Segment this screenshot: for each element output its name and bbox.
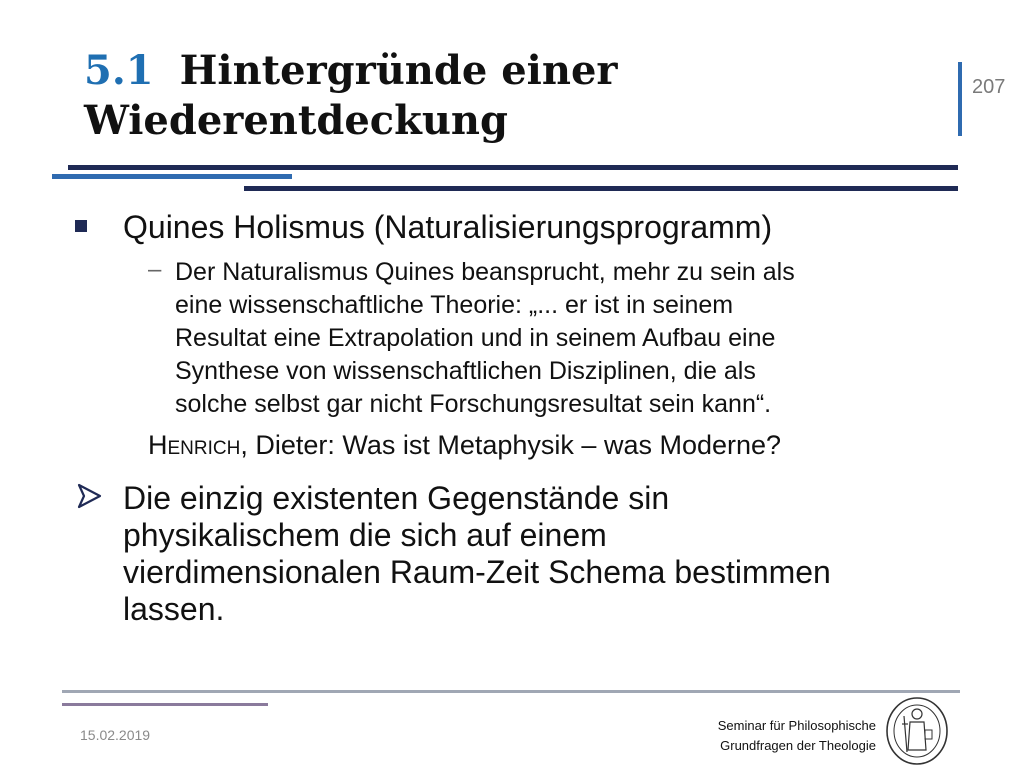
footer-rule-gray — [62, 690, 960, 693]
slide-date: 15.02.2019 — [80, 727, 151, 743]
quote-line-5: solche selbst gar nicht Forschungsresultat sein kann“. — [175, 390, 772, 418]
header-rule-blue — [52, 174, 292, 179]
institution-line-2: Grundfragen der Theologie — [720, 738, 876, 753]
footer-rule-purple — [62, 703, 268, 706]
page-number-divider — [958, 62, 962, 136]
bullet2-line-1: Die einzig existenten Gegenstände sin — [123, 480, 670, 516]
citation — [148, 428, 781, 462]
bullet2-line-2: physikalischem die sich auf einem — [123, 517, 607, 553]
quote-line-2: eine wissenschaftliche Theorie: „... er ist in seinem — [175, 291, 734, 319]
citation-author: Henrich — [148, 430, 241, 460]
institution-line-1: Seminar für Philosophische — [717, 718, 876, 733]
bullet-quines-holismus: Quines Holismus (Naturalisierungsprogramm) — [123, 209, 773, 245]
dash-bullet-icon: – — [148, 256, 162, 283]
university-seal-icon — [880, 694, 954, 768]
section-number: 5.1 — [84, 47, 154, 94]
subbullet-quote — [175, 256, 955, 421]
bullet-existenten-gegenstaende — [123, 480, 943, 628]
page-number: 207 — [972, 76, 1006, 98]
header-rule-dark — [68, 165, 958, 170]
title-line-1: Hintergründe einer — [179, 47, 618, 94]
quote-line-3: Resultat eine Extrapolation und in seinem Aufbau eine — [175, 324, 776, 352]
arrow-bullet-icon — [75, 482, 103, 510]
quote-line-4: Synthese von wissenschaftlichen Disziplinen, die als — [175, 357, 756, 385]
title-line-2: Wiederentdeckung — [84, 97, 508, 144]
slide-title — [84, 46, 617, 146]
square-bullet-icon — [75, 220, 87, 232]
institution-name — [700, 716, 876, 756]
header-rule-dark-lower — [244, 186, 958, 191]
bullet2-line-4: lassen. — [123, 591, 225, 627]
bullet2-line-3: vierdimensionalen Raum-Zeit Schema bestimmen — [123, 554, 831, 590]
quote-line-1: Der Naturalismus Quines beansprucht, mehr zu sein als — [175, 258, 795, 286]
citation-source: , Dieter: Was ist Metaphysik – was Moderne? — [240, 430, 782, 460]
